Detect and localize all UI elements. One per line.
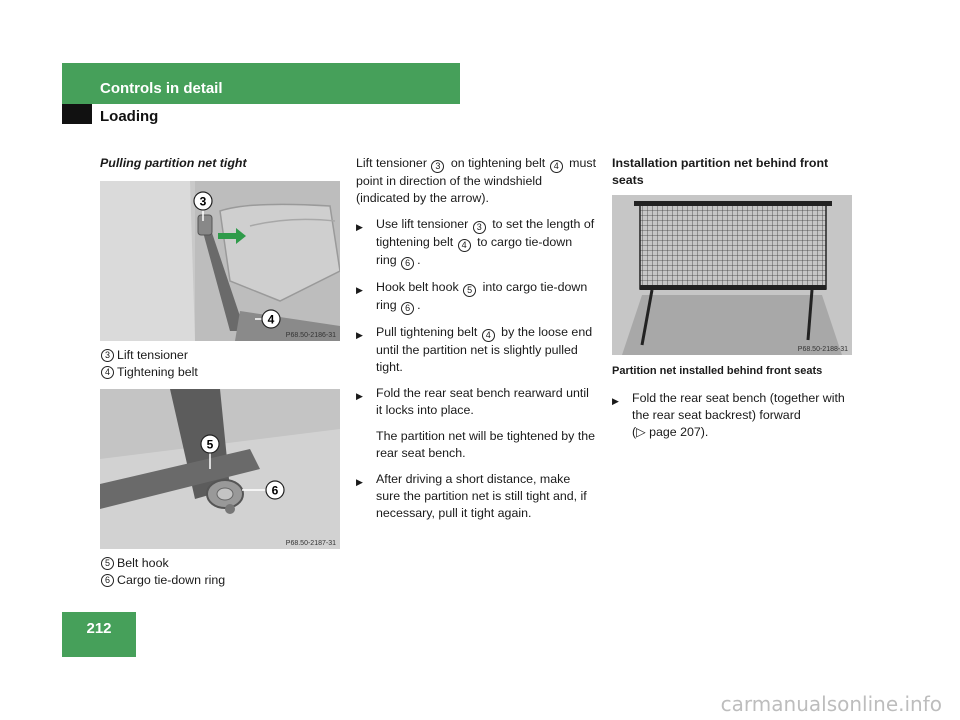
heading-installation: Installation partition net behind front seats (612, 156, 829, 187)
text: to cargo tie-down ring (376, 235, 573, 267)
callout-3-label: 3 (199, 194, 207, 209)
legend-item-6 (100, 572, 340, 589)
text: . (417, 298, 421, 312)
figure-caption: Partition net installed behind front seats (612, 365, 823, 377)
bullet-icon: ▶ (356, 391, 363, 401)
instruction-step-1 (356, 216, 596, 270)
subsection-title: Loading (100, 108, 159, 125)
callout-6-label: 6 (271, 483, 279, 498)
figure-code-2: P68.50-2187-31 (285, 540, 336, 547)
figure-partition-net (612, 195, 852, 355)
figure-belt-hook (100, 389, 340, 549)
text: by the loose end until the partition net is slightly pulled tight. (376, 325, 593, 374)
legend-num-4: 4 (101, 366, 114, 379)
step-5-text: After driving a short distance, make sure the partition net is still tight and, if necessary, pull it tight again. (376, 472, 587, 520)
text: Hook belt hook (376, 280, 459, 294)
ref-num: 3 (473, 221, 486, 234)
figure-lift-tensioner (100, 181, 340, 341)
ref-num: 4 (458, 239, 471, 252)
step-4-note: The partition net will be tightened by the rear seat bench. (376, 429, 596, 460)
legend-item-4 (100, 364, 340, 381)
text: Pull tightening belt (376, 325, 478, 339)
legend-num-3: 3 (101, 349, 114, 362)
ref-num: 3 (431, 160, 444, 173)
callout-5-label: 5 (206, 437, 214, 452)
bullet-icon: ▶ (356, 285, 363, 295)
instruction-step-4 (356, 385, 596, 419)
legend-label-5: Belt hook (117, 556, 169, 570)
column-left (100, 155, 340, 589)
ref-num: 4 (550, 160, 563, 173)
legend-label-3: Lift tensioner (117, 348, 188, 362)
step-4-text: Fold the rear seat bench rearward until it locks into place. (376, 386, 589, 417)
heading-pulling-net: Pulling partition net tight (100, 156, 247, 170)
text: into cargo tie-down ring (376, 280, 588, 312)
page-number: 212 (86, 620, 112, 637)
bullet-icon: ▶ (356, 477, 363, 487)
legend-label-6: Cargo tie-down ring (117, 573, 226, 587)
intro-paragraph (356, 155, 596, 207)
ref-num: 4 (482, 329, 495, 342)
instruction-fold-bench (612, 390, 857, 441)
bullet-icon: ▶ (612, 396, 619, 406)
text: to set the length of tightening belt (376, 217, 595, 249)
text: must point in direction of the windshield (indicated by the arrow). (356, 156, 597, 205)
column-right (612, 155, 857, 450)
section-title: Controls in detail (100, 80, 223, 97)
text: on tightening belt (450, 156, 546, 170)
page-reference-link[interactable]: (▷ page 207). (632, 425, 709, 439)
legend-item-5 (100, 555, 340, 572)
ref-num: 6 (401, 257, 414, 270)
text: Fold the rear seat bench (together with the rear seat backrest) forward (632, 391, 845, 422)
callout-4-label: 4 (267, 312, 275, 327)
column-middle (356, 155, 596, 531)
figure-code-3: P68.50-2188-31 (797, 346, 848, 353)
bullet-icon: ▶ (356, 330, 363, 340)
legend-num-5: 5 (101, 557, 114, 570)
text: Lift tensioner (356, 156, 427, 170)
text: . (417, 253, 421, 267)
figure-code-1: P68.50-2186-31 (285, 332, 336, 339)
legend-label-4: Tightening belt (117, 365, 198, 379)
watermark: carmanualsonline.info (720, 692, 942, 716)
instruction-step-2 (356, 279, 596, 315)
bullet-icon: ▶ (356, 222, 363, 232)
legend-item-3 (100, 347, 340, 364)
legend-num-6: 6 (101, 574, 114, 587)
ref-num: 6 (401, 302, 414, 315)
instruction-step-5 (356, 471, 596, 522)
instruction-step-3 (356, 324, 596, 376)
header-marker (62, 104, 92, 124)
text: Use lift tensioner (376, 217, 469, 231)
ref-num: 5 (463, 284, 476, 297)
